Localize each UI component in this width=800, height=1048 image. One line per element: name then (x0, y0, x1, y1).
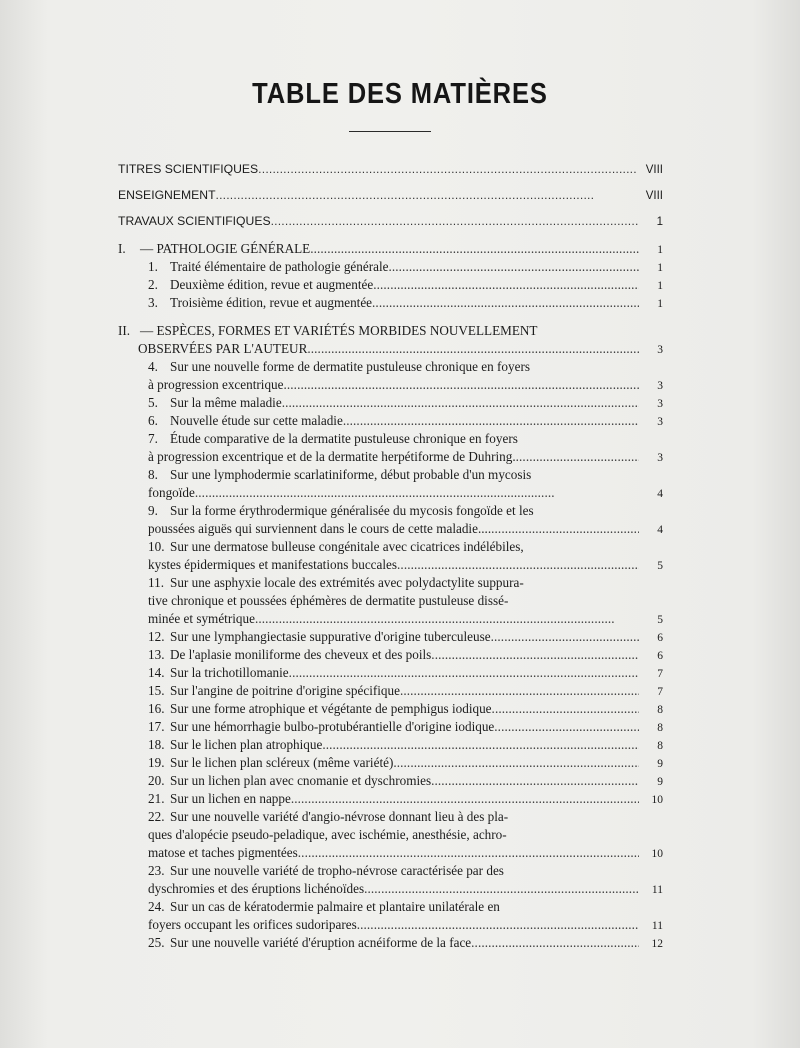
toc-entry-text: Sur le lichen plan atrophique (170, 737, 323, 752)
toc-page-number: VIII (645, 190, 663, 202)
toc-entry-text: Sur une nouvelle variété d'éruption acnéiforme de la face (170, 935, 472, 950)
dot-leader (357, 916, 639, 934)
dot-leader (216, 186, 639, 204)
dot-leader (195, 484, 639, 502)
toc-entry-line (118, 376, 663, 394)
dot-leader (307, 340, 639, 358)
toc-entry (118, 736, 663, 754)
toc-entry (118, 754, 663, 772)
toc-page-number: 1 (656, 216, 663, 228)
toc-page-number: 4 (657, 524, 663, 536)
toc-entry-line (118, 916, 663, 934)
toc-entry-number: 7. (148, 431, 158, 446)
toc-page-number: 12 (651, 938, 663, 950)
toc-entry-number: 19. (148, 755, 165, 770)
toc-page-number: VIII (645, 164, 663, 176)
dot-leader (373, 276, 639, 294)
toc-entry-text: OBSERVÉES PAR L'AUTEUR (138, 341, 308, 356)
toc-page-number: 1 (657, 280, 663, 292)
toc-entry-text: Sur une forme atrophique et végétante de pemphigus iodique (170, 701, 492, 716)
toc-entry (118, 394, 663, 412)
toc-entry-line (118, 610, 663, 628)
toc-entry (118, 574, 663, 628)
toc-entry-line (118, 574, 663, 592)
toc-entry (118, 160, 663, 178)
toc-entry-line (118, 736, 663, 754)
toc-entry-text: Sur une nouvelle forme de dermatite pustuleuse chronique en foyers (170, 359, 530, 374)
dot-leader (491, 628, 639, 646)
toc-entry-line (118, 700, 663, 718)
toc-entry-line (118, 808, 663, 826)
toc-entry-line (118, 880, 663, 898)
toc-page-number: 10 (651, 848, 663, 860)
toc-entry-line (118, 394, 663, 412)
dot-leader (471, 934, 639, 952)
toc-entry (118, 628, 663, 646)
dot-leader (282, 394, 639, 412)
toc-entry-number: 2. (148, 277, 158, 292)
toc-entry-text: matose et taches pigmentées (148, 845, 298, 860)
toc-entry (118, 898, 663, 934)
toc-entry-line (118, 358, 663, 376)
toc-entry-number: 5. (148, 395, 158, 410)
toc-entry-text: poussées aiguës qui surviennent dans le cours de cette maladie.... (148, 521, 492, 536)
table-of-contents (118, 160, 663, 952)
dot-leader (494, 718, 639, 736)
toc-page-number: 6 (657, 632, 663, 644)
toc-entry-text: ques d'alopécie pseudo-peladique, avec ischémie, anesthésie, achro- (148, 827, 507, 842)
toc-entry-number: 23. (148, 863, 165, 878)
toc-entry-line (118, 322, 663, 340)
toc-entry-number: 24. (148, 899, 165, 914)
toc-entry (118, 790, 663, 808)
toc-entry-line (118, 538, 663, 556)
toc-entry-text: Traité élémentaire de pathologie générale (170, 259, 389, 274)
dot-leader (258, 160, 639, 178)
toc-entry-text: foyers occupant les orifices sudoripares (148, 917, 357, 932)
dot-leader (343, 412, 639, 430)
toc-entry (118, 276, 663, 294)
dot-leader (284, 376, 640, 394)
dot-leader (492, 700, 639, 718)
toc-page-number: 1 (657, 298, 663, 310)
toc-entry-text: Sur une lymphangiectasie suppurative d'origine tuberculeuse (170, 629, 491, 644)
toc-entry (118, 358, 663, 394)
toc-entry (118, 466, 663, 502)
toc-page-number: 3 (657, 398, 663, 410)
toc-entry-text: Sur un lichen en nappe (170, 791, 291, 806)
toc-entry (118, 808, 663, 862)
toc-entry (118, 538, 663, 574)
toc-entry (118, 258, 663, 276)
toc-entry (118, 682, 663, 700)
toc-entry-line (118, 646, 663, 664)
toc-entry-text: Sur la même maladie (170, 395, 282, 410)
toc-page-number: 8 (657, 722, 663, 734)
toc-entry-number: 9. (148, 503, 158, 518)
toc-entry-line (118, 258, 663, 276)
toc-entry (118, 430, 663, 466)
toc-entry-line (118, 186, 663, 204)
toc-entry (118, 646, 663, 664)
dot-leader (431, 772, 639, 790)
toc-entry-number: 16. (148, 701, 165, 716)
toc-entry-line (118, 664, 663, 682)
toc-entry-text: Étude comparative de la dermatite pustuleuse chronique en foyers (170, 431, 518, 446)
toc-entry-line (118, 898, 663, 916)
dot-leader (289, 664, 639, 682)
toc-entry-text: Deuxième édition, revue et augmentée (170, 277, 374, 292)
toc-page-number: 1 (657, 262, 663, 274)
toc-entry-line (118, 502, 663, 520)
toc-entry-text: Sur une nouvelle variété de tropho-névrose caractérisée par des (170, 863, 504, 878)
toc-entry-text: Sur l'angine de poitrine d'origine spécifique (170, 683, 400, 698)
toc-entry-number: 22. (148, 809, 165, 824)
toc-page-number: 9 (657, 758, 663, 770)
toc-entry-text: dyschromies et des éruptions lichénoïdes (148, 881, 365, 896)
dot-leader (397, 556, 639, 574)
toc-entry-line (118, 592, 663, 610)
toc-page-number: 7 (657, 668, 663, 680)
toc-entry-line (118, 862, 663, 880)
toc-entry-text: — PATHOLOGIE GÉNÉRALE (140, 241, 311, 256)
toc-entry-line (118, 826, 663, 844)
toc-entry-text: kystes épidermiques et manifestations buccales (148, 557, 398, 572)
toc-page-number: 8 (657, 740, 663, 752)
toc-entry-line (118, 448, 663, 466)
dot-leader (491, 520, 639, 538)
dot-leader (431, 646, 639, 664)
toc-entry-number: 8. (148, 467, 158, 482)
toc-page-number: 3 (657, 380, 663, 392)
dot-leader (400, 682, 639, 700)
toc-entry-line (118, 556, 663, 574)
toc-entry-line (118, 844, 663, 862)
toc-entry (118, 934, 663, 952)
toc-entry-text: Sur une nouvelle variété d'angio-névrose donnant lieu à des pla- (170, 809, 509, 824)
title-rule (349, 131, 431, 132)
toc-entry-line (118, 484, 663, 502)
toc-entry-number: I. (118, 241, 126, 256)
toc-entry-line (118, 340, 663, 358)
toc-entry-number: 1. (148, 259, 158, 274)
toc-entry-line (118, 276, 663, 294)
toc-entry (118, 322, 663, 358)
toc-entry-text: ENSEIGNEMENT (118, 188, 216, 202)
toc-entry-line (118, 682, 663, 700)
dot-leader (516, 448, 639, 466)
toc-entry-number: 11. (148, 575, 164, 590)
toc-entry-line (118, 772, 663, 790)
toc-entry-text: Sur une lymphodermie scarlatiniforme, début probable d'un mycosis (170, 467, 532, 482)
toc-page-number: 11 (651, 884, 663, 896)
page-title: TABLE DES MATIÈRES (252, 78, 548, 110)
toc-entry-text: Sur la trichotillomanie (170, 665, 289, 680)
toc-entry-text: Sur une dermatose bulleuse congénitale avec cicatrices indélébiles, (170, 539, 524, 554)
toc-page-number: 1 (657, 244, 663, 256)
toc-entry-number: 21. (148, 791, 165, 806)
toc-page-number: 3 (657, 452, 663, 464)
toc-entry-number: 14. (148, 665, 165, 680)
toc-entry-number: II. (118, 323, 131, 338)
toc-page-number: 9 (657, 776, 663, 788)
toc-entry-text: minée et symétrique (148, 611, 255, 626)
toc-page-number: 4 (657, 488, 663, 500)
toc-page-number: 5 (657, 614, 663, 626)
toc-entry-text: Sur une asphyxie locale des extrémités avec polydactylite suppura- (170, 575, 524, 590)
toc-entry-line (118, 628, 663, 646)
toc-entry-number: 18. (148, 737, 165, 752)
toc-entry-text: à progression excentrique et de la dermatite herpétiforme de Duhring. (148, 449, 516, 464)
toc-page-number: 8 (657, 704, 663, 716)
toc-entry (118, 772, 663, 790)
toc-entry-number: 4. (148, 359, 158, 374)
toc-entry-text: Sur un lichen plan avec cnomanie et dyschromies (170, 773, 432, 788)
toc-page-number: 5 (657, 560, 663, 572)
toc-entry-number: 6. (148, 413, 158, 428)
toc-page-number: 3 (657, 344, 663, 356)
toc-entry (118, 664, 663, 682)
toc-page-number: 11 (651, 920, 663, 932)
toc-entry-text: Nouvelle étude sur cette maladie (170, 413, 343, 428)
toc-entry (118, 240, 663, 258)
toc-entry-text: De l'aplasie moniliforme des cheveux et des poils (170, 647, 432, 662)
toc-entry-line (118, 240, 663, 258)
toc-entry-text: tive chronique et poussées éphémères de dermatite pustuleuse dissé- (148, 593, 509, 608)
toc-entry-line (118, 212, 663, 230)
toc-entry-line (118, 934, 663, 952)
toc-entry-line (118, 430, 663, 448)
toc-entry-text: Troisième édition, revue et augmentée (170, 295, 373, 310)
dot-leader (310, 240, 639, 258)
toc-entry (118, 718, 663, 736)
toc-entry-number: 12. (148, 629, 165, 644)
dot-leader (298, 844, 639, 862)
toc-entry-line (118, 160, 663, 178)
toc-entry-text: Sur un cas de kératodermie palmaire et plantaire unilatérale en (170, 899, 500, 914)
toc-entry-line (118, 754, 663, 772)
toc-entry (118, 700, 663, 718)
toc-entry-text: TRAVAUX SCIENTIFIQUES (118, 214, 271, 228)
dot-leader (322, 736, 639, 754)
toc-page-number: 6 (657, 650, 663, 662)
toc-entry-number: 13. (148, 647, 165, 662)
toc-entry-line (118, 412, 663, 430)
toc-entry-text: TITRES SCIENTIFIQUES (118, 162, 259, 176)
dot-leader (364, 880, 639, 898)
toc-entry (118, 862, 663, 898)
toc-entry-text: Sur une hémorrhagie bulbo-protubérantielle d'origine iodique (170, 719, 495, 734)
toc-page-number: 10 (651, 794, 663, 806)
toc-entry-number: 3. (148, 295, 158, 310)
toc-entry-line (118, 718, 663, 736)
toc-entry-text: Sur le lichen plan scléreux (même variété) (170, 755, 394, 770)
toc-entry (118, 502, 663, 538)
toc-entry-text: fongoïde (148, 485, 195, 500)
toc-entry-text: à progression excentrique (148, 377, 284, 392)
toc-entry-line (118, 790, 663, 808)
dot-leader (372, 294, 639, 312)
toc-entry (118, 412, 663, 430)
toc-entry-text: Sur la forme érythrodermique généralisée du mycosis fongoïde et les (170, 503, 534, 518)
toc-page-number: 3 (657, 416, 663, 428)
dot-leader (388, 258, 639, 276)
toc-entry (118, 212, 663, 230)
dot-leader (291, 790, 639, 808)
dot-leader (393, 754, 639, 772)
toc-entry (118, 186, 663, 204)
toc-entry (118, 294, 663, 312)
dot-leader (255, 610, 639, 628)
toc-entry-text: — ESPÈCES, FORMES ET VARIÉTÉS MORBIDES NOUVELLEMENT (140, 323, 538, 338)
toc-entry-line (118, 466, 663, 484)
toc-entry-number: 17. (148, 719, 165, 734)
toc-entry-line (118, 294, 663, 312)
toc-entry-line (118, 520, 663, 538)
toc-page-number: 7 (657, 686, 663, 698)
toc-entry-number: 15. (148, 683, 165, 698)
toc-entry-number: 10. (148, 539, 165, 554)
toc-entry-number: 20. (148, 773, 165, 788)
dot-leader (271, 212, 639, 230)
toc-entry-number: 25. (148, 935, 165, 950)
